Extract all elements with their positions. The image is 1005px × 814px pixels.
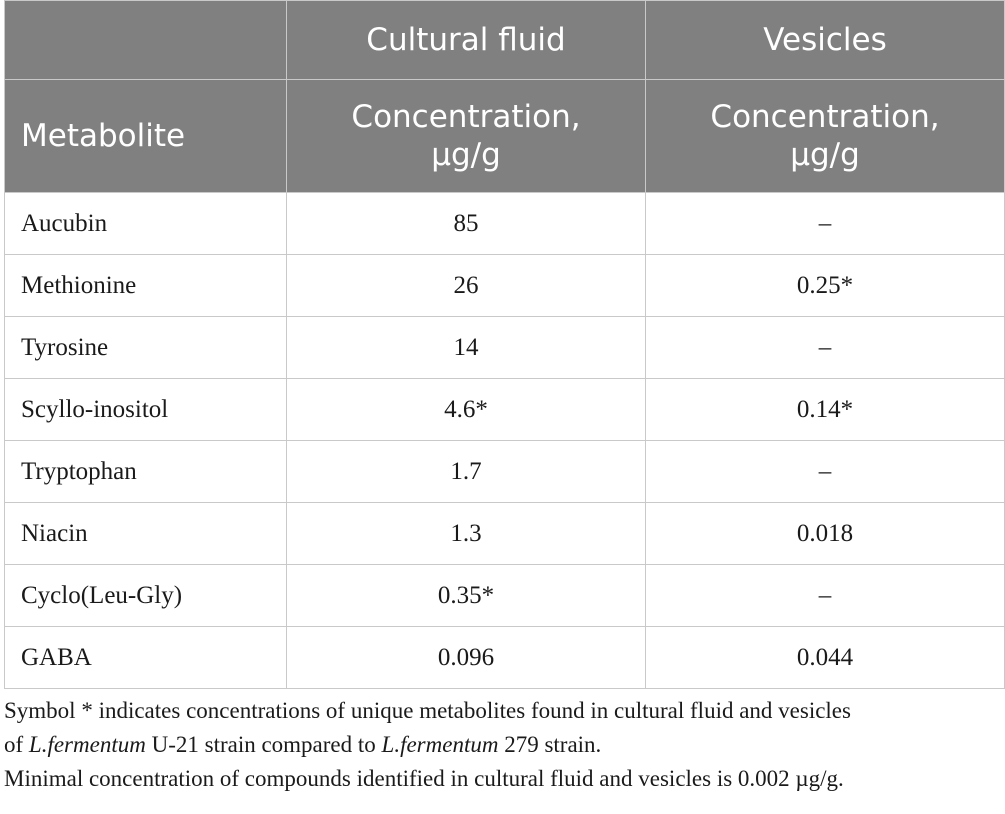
header-group-row [5, 1, 1005, 80]
metabolite-name: Scyllo-inositol [5, 379, 287, 441]
vesicles-value: 0.14* [646, 379, 1005, 441]
metabolite-name: Tyrosine [5, 317, 287, 379]
header-concentration-cultural-fluid: Concentration, µg/g [287, 80, 646, 193]
header-concentration-vesicles: Concentration, µg/g [646, 80, 1005, 193]
footnote-symbol-explanation [4, 694, 1004, 762]
header-cultural-fluid: Cultural fluid [287, 1, 646, 80]
table-row [5, 255, 1005, 317]
table-row [5, 565, 1005, 627]
metabolite-table [4, 0, 1005, 689]
table-row [5, 317, 1005, 379]
table-row [5, 193, 1005, 255]
vesicles-value: – [646, 565, 1005, 627]
footnote-text: U-21 strain compared to [145, 732, 382, 757]
metabolite-name: Aucubin [5, 193, 287, 255]
vesicles-value: – [646, 317, 1005, 379]
cultural-fluid-value: 1.7 [287, 441, 646, 503]
header-column-row [5, 80, 1005, 193]
cultural-fluid-value: 85 [287, 193, 646, 255]
cultural-fluid-value: 14 [287, 317, 646, 379]
table-row [5, 379, 1005, 441]
vesicles-value: – [646, 441, 1005, 503]
header-metabolite: Metabolite [5, 80, 287, 193]
cultural-fluid-value: 26 [287, 255, 646, 317]
cultural-fluid-value: 0.35* [287, 565, 646, 627]
table-header [5, 1, 1005, 193]
cultural-fluid-value: 0.096 [287, 627, 646, 689]
table-row [5, 503, 1005, 565]
vesicles-value: – [646, 193, 1005, 255]
metabolite-name: Tryptophan [5, 441, 287, 503]
header-empty-cell [5, 1, 287, 80]
footnote-text: Symbol * indicates concentrations of unique metabolites found in cultural fluid and vesicles [4, 698, 851, 723]
cultural-fluid-value: 1.3 [287, 503, 646, 565]
species-name: L.fermentum [381, 732, 499, 757]
species-name: L.fermentum [28, 732, 146, 757]
table-row [5, 627, 1005, 689]
cultural-fluid-value: 4.6* [287, 379, 646, 441]
vesicles-value: 0.044 [646, 627, 1005, 689]
vesicles-value: 0.25* [646, 255, 1005, 317]
footnote-text: of [4, 732, 29, 757]
metabolite-name: Methionine [5, 255, 287, 317]
metabolite-name: Cyclo(Leu-Gly) [5, 565, 287, 627]
table-footnotes [4, 694, 1004, 796]
table-body [5, 193, 1005, 689]
header-vesicles: Vesicles [646, 1, 1005, 80]
metabolite-name: Niacin [5, 503, 287, 565]
table-row [5, 441, 1005, 503]
footnote-text: 279 strain. [498, 732, 602, 757]
metabolite-name: GABA [5, 627, 287, 689]
vesicles-value: 0.018 [646, 503, 1005, 565]
footnote-minimal-concentration: Minimal concentration of compounds identified in cultural fluid and vesicles is 0.002 µg/g. [4, 766, 844, 791]
